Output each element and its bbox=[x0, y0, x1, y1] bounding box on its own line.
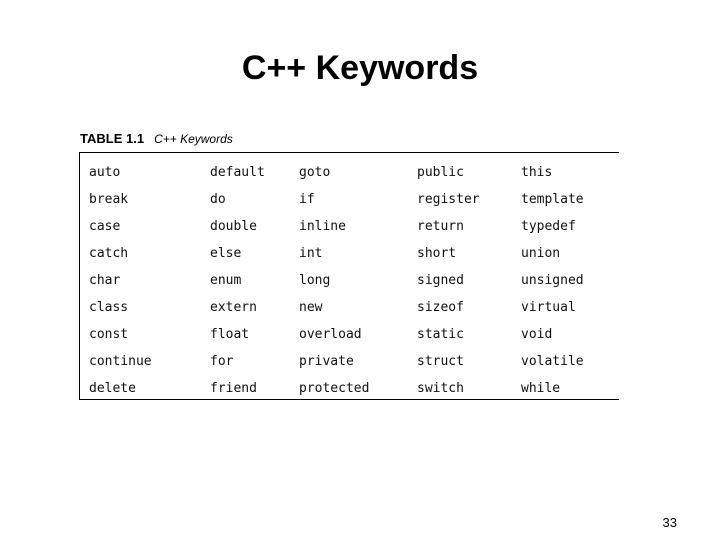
table-cell: float bbox=[210, 327, 250, 342]
table-cell: struct bbox=[417, 354, 464, 369]
table-cell: inline bbox=[299, 219, 346, 234]
table-cell: do bbox=[210, 192, 226, 207]
table-caption bbox=[80, 131, 233, 147]
keyword-table bbox=[80, 159, 619, 402]
table-cell: register bbox=[417, 192, 480, 207]
table-row bbox=[80, 348, 619, 375]
table-cell: break bbox=[89, 192, 129, 207]
table-cell: while bbox=[521, 381, 561, 396]
table-cell: new bbox=[299, 300, 323, 315]
table-cell: continue bbox=[89, 354, 152, 369]
table-caption-number: TABLE 1.1 bbox=[80, 131, 145, 146]
table-cell: switch bbox=[417, 381, 464, 396]
table-cell: void bbox=[521, 327, 553, 342]
table-row bbox=[80, 267, 619, 294]
table-cell: case bbox=[89, 219, 121, 234]
table-cell: char bbox=[89, 273, 121, 288]
table-row bbox=[80, 294, 619, 321]
table-cell: for bbox=[210, 354, 234, 369]
table-cell: auto bbox=[89, 165, 121, 180]
table-cell: signed bbox=[417, 273, 464, 288]
table-cell: if bbox=[299, 192, 315, 207]
table-cell: class bbox=[89, 300, 129, 315]
table-row bbox=[80, 213, 619, 240]
table-cell: static bbox=[417, 327, 464, 342]
table-cell: else bbox=[210, 246, 242, 261]
table-cell: int bbox=[299, 246, 323, 261]
table-cell: delete bbox=[89, 381, 136, 396]
table-caption-title: C++ Keywords bbox=[154, 132, 233, 146]
table-cell: private bbox=[299, 354, 354, 369]
table-row bbox=[80, 375, 619, 402]
table-row bbox=[80, 159, 619, 186]
slide-title: C++ Keywords bbox=[241, 49, 479, 87]
table-cell: short bbox=[417, 246, 457, 261]
keyword-table-frame bbox=[79, 152, 619, 400]
table-cell: this bbox=[521, 165, 553, 180]
table-cell: sizeof bbox=[417, 300, 464, 315]
table-cell: return bbox=[417, 219, 464, 234]
table-cell: template bbox=[521, 192, 584, 207]
table-cell: catch bbox=[89, 246, 129, 261]
table-cell: overload bbox=[299, 327, 362, 342]
table-cell: friend bbox=[210, 381, 257, 396]
table-cell: extern bbox=[210, 300, 257, 315]
table-row bbox=[80, 321, 619, 348]
table-cell: double bbox=[210, 219, 257, 234]
table-row bbox=[80, 186, 619, 213]
table-cell: enum bbox=[210, 273, 242, 288]
table-cell: goto bbox=[299, 165, 331, 180]
table-cell: default bbox=[210, 165, 265, 180]
table-cell: long bbox=[299, 273, 331, 288]
table-cell: const bbox=[89, 327, 129, 342]
table-cell: virtual bbox=[521, 300, 576, 315]
table-cell: volatile bbox=[521, 354, 584, 369]
table-cell: union bbox=[521, 246, 561, 261]
page-number: 33 bbox=[662, 515, 677, 530]
table-cell: protected bbox=[299, 381, 370, 396]
table-cell: typedef bbox=[521, 219, 576, 234]
table-cell: public bbox=[417, 165, 464, 180]
table-cell: unsigned bbox=[521, 273, 584, 288]
table-row bbox=[80, 240, 619, 267]
